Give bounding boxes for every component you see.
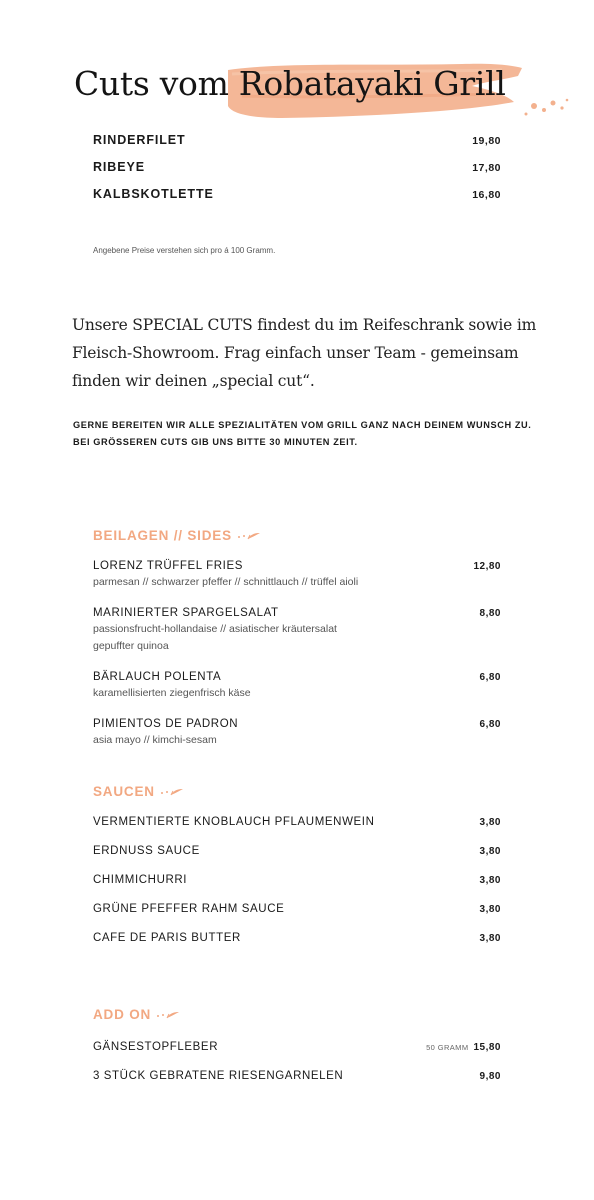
sauce-item-price: 3,80 xyxy=(479,875,501,886)
side-item-price: 6,80 xyxy=(479,672,501,683)
side-item-desc: karamellisierten ziegenfrisch käse xyxy=(93,687,251,699)
addon-item-name: GÄNSESTOPFLEBER xyxy=(93,1041,219,1053)
sauce-item-name: GRÜNE PFEFFER RAHM SAUCE xyxy=(93,903,285,915)
cut-name: RIBEYE xyxy=(93,160,145,174)
side-item-desc: asia mayo // kimchi-sesam xyxy=(93,734,217,746)
side-item xyxy=(93,560,501,591)
title-block xyxy=(74,56,584,126)
price-note: Angebene Preise verstehen sich pro á 100 Gramm. xyxy=(93,246,276,255)
sauces-title-text: SAUCEN xyxy=(93,784,155,799)
sauce-item xyxy=(93,903,501,915)
addon-item xyxy=(93,1041,501,1053)
addon-item-price: 15,80 xyxy=(473,1042,501,1053)
cuts-list xyxy=(93,133,501,214)
special-cuts-text: Unsere SPECIAL CUTS findest du im Reifeschrank sowie im Fleisch-Showroom. Frag einfach unser Team - gemeinsam finden wir deinen „special cut“. xyxy=(72,316,537,390)
sauce-item xyxy=(93,845,501,857)
cut-row xyxy=(93,133,501,160)
addon-section-title xyxy=(93,1007,181,1022)
side-item-name: MARINIERTER SPARGELSALAT xyxy=(93,607,279,619)
cut-price: 19,80 xyxy=(472,135,501,147)
sauces-section-title xyxy=(93,784,185,799)
page-title: Cuts vom Robatayaki Grill xyxy=(74,64,506,103)
sauce-item xyxy=(93,874,501,886)
cut-name: KALBSKOTLETTE xyxy=(93,187,214,201)
side-item-price: 6,80 xyxy=(479,719,501,730)
sauce-item-name: CHIMMICHURRI xyxy=(93,874,188,886)
cut-row xyxy=(93,160,501,187)
sauce-item xyxy=(93,816,501,828)
sauce-item-name: CAFE DE PARIS BUTTER xyxy=(93,932,241,944)
addon-item-name: 3 STÜCK GEBRATENE RIESENGARNELEN xyxy=(93,1070,344,1082)
side-item-desc: parmesan // schwarzer pfeffer // schnittlauch // trüffel aioli xyxy=(93,576,359,588)
cut-price: 16,80 xyxy=(472,189,501,201)
sides-section-title xyxy=(93,528,262,543)
leaf-ornament-icon xyxy=(236,531,262,541)
cut-price: 17,80 xyxy=(472,162,501,174)
sauce-item-name: ERDNUSS SAUCE xyxy=(93,845,200,857)
sauce-item xyxy=(93,932,501,944)
sauce-item-price: 3,80 xyxy=(479,904,501,915)
side-item-price: 8,80 xyxy=(479,608,501,619)
cut-name: RINDERFILET xyxy=(93,133,186,147)
side-item-name: BÄRLAUCH POLENTA xyxy=(93,671,222,683)
sauce-item-name: VERMENTIERTE KNOBLAUCH PFLAUMENWEIN xyxy=(93,816,375,828)
addon-item xyxy=(93,1070,501,1082)
side-item xyxy=(93,671,501,702)
side-item xyxy=(93,607,501,655)
side-item-name: LORENZ TRÜFFEL FRIES xyxy=(93,560,244,572)
addon-title-text: ADD ON xyxy=(93,1007,152,1022)
sauce-item-price: 3,80 xyxy=(479,846,501,857)
side-item-desc: passionsfrucht-hollandaise // asiatischer kräutersalat gepuffter quinoa xyxy=(93,623,337,652)
sauce-item-price: 3,80 xyxy=(479,933,501,944)
leaf-ornament-icon xyxy=(155,1010,181,1020)
addon-item-unit: 50 GRAMM xyxy=(426,1043,469,1052)
side-item xyxy=(93,718,501,749)
addon-item-price: 9,80 xyxy=(479,1071,501,1082)
side-item-name: PIMIENTOS DE PADRON xyxy=(93,718,239,730)
sides-title-text: BEILAGEN // SIDES xyxy=(93,528,232,543)
side-item-price: 12,80 xyxy=(473,561,501,572)
leaf-ornament-icon xyxy=(159,787,185,797)
cut-row xyxy=(93,187,501,214)
sauce-item-price: 3,80 xyxy=(479,817,501,828)
grill-hint: GERNE BEREITEN WIR ALLE SPEZIALITÄTEN VOM GRILL GANZ NACH DEINEM WUNSCH ZU. BEI GRÖSSEREN CUTS GIB UNS BITTE 30 MINUTEN ZEIT. xyxy=(73,420,532,447)
